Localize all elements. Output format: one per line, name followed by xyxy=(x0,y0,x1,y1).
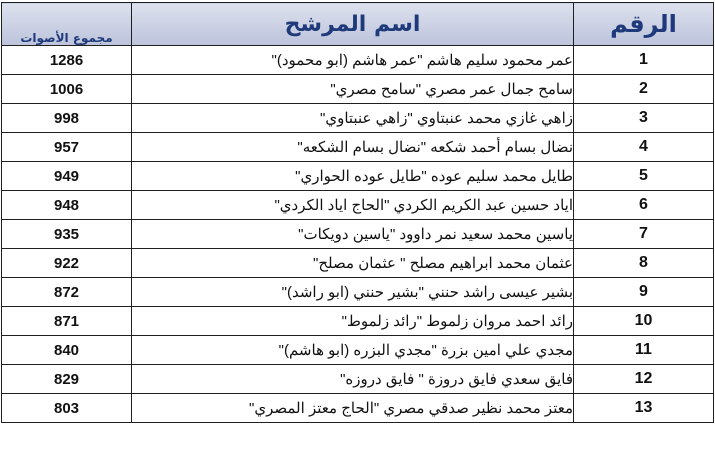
vote-count-cell: 922 xyxy=(2,249,132,278)
candidate-name-cell: سامح جمال عمر مصري "سامح مصري" xyxy=(132,75,574,104)
table-row xyxy=(2,365,714,394)
number-column-header: الرقم xyxy=(574,3,714,46)
candidate-number-cell: 10 xyxy=(574,307,714,336)
vote-count-cell: 957 xyxy=(2,133,132,162)
table-row xyxy=(2,104,714,133)
candidate-number-cell: 6 xyxy=(574,191,714,220)
vote-count-cell: 871 xyxy=(2,307,132,336)
candidate-name-cell: معتز محمد نظير صدقي مصري "الحاج معتز المصري" xyxy=(132,394,574,423)
vote-count-cell: 998 xyxy=(2,104,132,133)
candidate-name-cell: بشير عيسى راشد حنني "بشير حنني (ابو راشد)" xyxy=(132,278,574,307)
table-row xyxy=(2,133,714,162)
table-row xyxy=(2,249,714,278)
table-row xyxy=(2,336,714,365)
candidate-number-cell: 7 xyxy=(574,220,714,249)
candidate-name-cell: ياسين محمد سعيد نمر داوود "ياسين دويكات" xyxy=(132,220,574,249)
table-header xyxy=(2,3,714,46)
candidate-name-cell: عثمان محمد ابراهيم مصلح " عثمان مصلح" xyxy=(132,249,574,278)
candidate-name-cell: رائد احمد مروان زلموط "رائد زلموط" xyxy=(132,307,574,336)
vote-count-cell: 935 xyxy=(2,220,132,249)
vote-count-cell: 949 xyxy=(2,162,132,191)
vote-count-cell: 1006 xyxy=(2,75,132,104)
candidate-number-cell: 13 xyxy=(574,394,714,423)
vote-count-cell: 872 xyxy=(2,278,132,307)
candidate-name-cell: مجدي علي امين بزرة "مجدي البزره (ابو هاشم)" xyxy=(132,336,574,365)
vote-count-cell: 840 xyxy=(2,336,132,365)
table-row xyxy=(2,278,714,307)
candidate-number-cell: 9 xyxy=(574,278,714,307)
table-row xyxy=(2,191,714,220)
candidate-number-cell: 1 xyxy=(574,46,714,75)
candidate-number-cell: 12 xyxy=(574,365,714,394)
candidate-name-cell: نضال بسام أحمد شكعه "نضال بسام الشكعه" xyxy=(132,133,574,162)
candidate-name-cell: اياد حسين عبد الكريم الكردي "الحاج اياد الكردي" xyxy=(132,191,574,220)
candidate-number-cell: 3 xyxy=(574,104,714,133)
candidate-number-cell: 11 xyxy=(574,336,714,365)
candidate-name-cell: عمر محمود سليم هاشم "عمر هاشم (ابو محمود)" xyxy=(132,46,574,75)
candidate-number-cell: 2 xyxy=(574,75,714,104)
candidate-name-cell: فايق سعدي فايق دروزة " فايق دروزه" xyxy=(132,365,574,394)
votes-column-header: مجموع الأصوات xyxy=(2,3,132,46)
table-row xyxy=(2,46,714,75)
candidates-table xyxy=(1,2,714,423)
candidate-number-cell: 4 xyxy=(574,133,714,162)
vote-count-cell: 948 xyxy=(2,191,132,220)
candidate-name-cell: طايل محمد سليم عوده "طايل عوده الحواري" xyxy=(132,162,574,191)
table-row xyxy=(2,394,714,423)
table-row xyxy=(2,162,714,191)
table-row xyxy=(2,307,714,336)
vote-count-cell: 1286 xyxy=(2,46,132,75)
vote-count-cell: 829 xyxy=(2,365,132,394)
table-row xyxy=(2,75,714,104)
candidate-number-cell: 5 xyxy=(574,162,714,191)
header-row xyxy=(2,3,714,46)
candidate-number-cell: 8 xyxy=(574,249,714,278)
name-column-header: اسم المرشح xyxy=(132,3,574,46)
vote-count-cell: 803 xyxy=(2,394,132,423)
table-row xyxy=(2,220,714,249)
table-body xyxy=(2,46,714,423)
candidate-name-cell: زاهي غازي محمد عنبتاوي "زاهي عنبتاوي" xyxy=(132,104,574,133)
